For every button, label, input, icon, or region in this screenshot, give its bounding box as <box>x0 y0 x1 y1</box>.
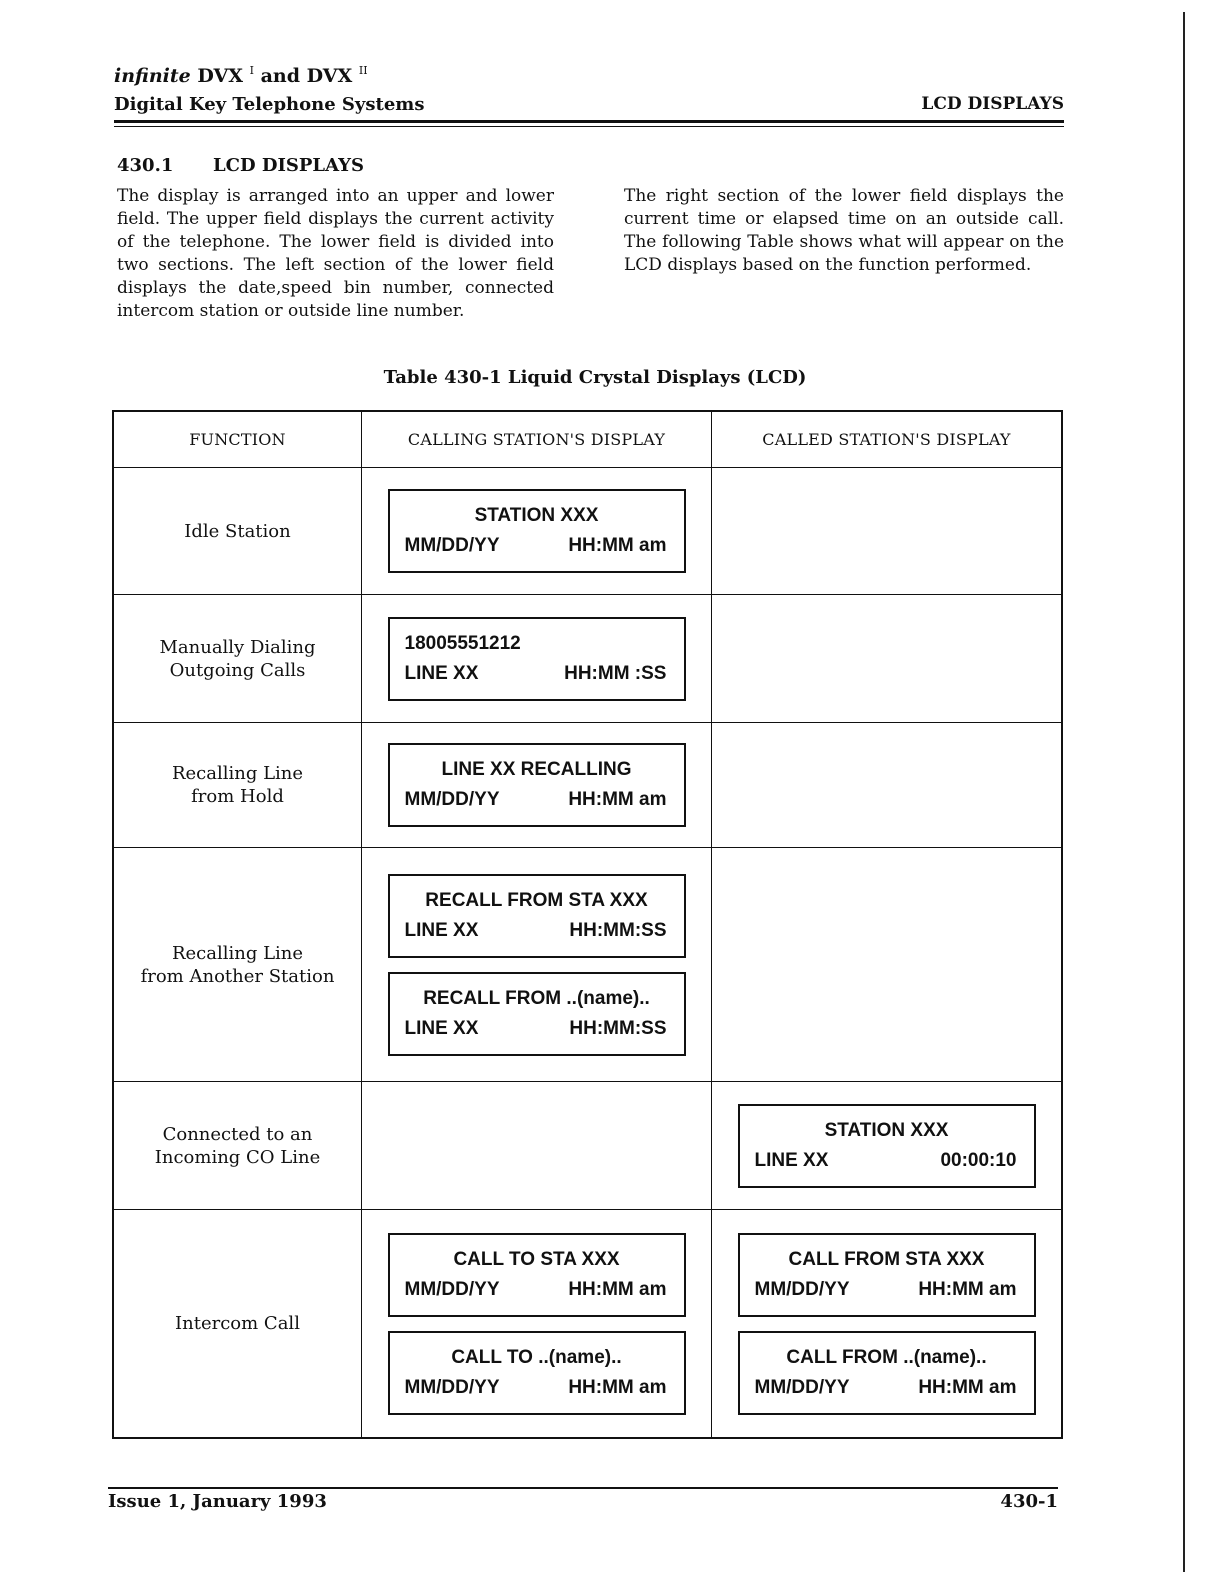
header-called: CALLED STATION'S DISPLAY <box>711 412 1061 467</box>
table-row <box>114 594 1061 722</box>
called-cell <box>711 1082 1061 1209</box>
section-title: LCD DISPLAYS <box>213 155 364 176</box>
lcd-display: CALL TO STA XXX MM/DD/YY HH:MM am <box>388 1233 686 1317</box>
function-cell: Manually Dialing Outgoing Calls <box>159 636 316 681</box>
lcd-display: CALL TO ..(name).. MM/DD/YY HH:MM am <box>388 1331 686 1415</box>
table-row <box>114 722 1061 847</box>
intro-paragraph-left: The display is arranged into an upper and lower field. The upper field displays the current activity of the telephone. The lower field is divided into two sections. The left section of the lower field displays the date,speed bin number, connected intercom station or outside line number. <box>117 186 554 321</box>
header-calling: CALLING STATION'S DISPLAY <box>361 412 711 467</box>
function-cell: Intercom Call <box>175 1313 300 1334</box>
lcd-display: CALL FROM STA XXX MM/DD/YY HH:MM am <box>738 1233 1036 1317</box>
intro-paragraph-right: The right section of the lower field displays the current time or elapsed time on an outside call. The following Table shows what will appear on the LCD displays based on the function performed. <box>624 186 1064 275</box>
header-rule <box>114 120 1064 123</box>
function-cell: Recalling Line from Another Station <box>140 942 335 987</box>
table-row <box>114 1081 1061 1209</box>
lcd-display: RECALL FROM ..(name).. LINE XX HH:MM:SS <box>388 972 686 1056</box>
calling-cell <box>361 723 711 847</box>
lcd-display: RECALL FROM STA XXX LINE XX HH:MM:SS <box>388 874 686 958</box>
calling-cell <box>361 468 711 594</box>
calling-cell <box>361 1210 711 1437</box>
lcd-display: CALL FROM ..(name).. MM/DD/YY HH:MM am <box>738 1331 1036 1415</box>
called-cell <box>711 468 1061 594</box>
called-cell <box>711 595 1061 722</box>
footer-issue: Issue 1, January 1993 <box>108 1491 327 1512</box>
header-rule-thin <box>114 126 1064 127</box>
calling-cell <box>361 595 711 722</box>
lcd-display: STATION XXX LINE XX 00:00:10 <box>738 1104 1036 1188</box>
lcd-display: 18005551212 LINE XX HH:MM :SS <box>388 617 686 701</box>
lcd-display: LINE XX RECALLING MM/DD/YY HH:MM am <box>388 743 686 827</box>
function-cell: Idle Station <box>184 520 291 542</box>
section-heading <box>117 155 364 176</box>
lcd-table <box>112 410 1063 1439</box>
function-cell: Connected to an Incoming CO Line <box>154 1123 321 1168</box>
section-number: 430.1 <box>117 155 174 176</box>
calling-cell <box>361 848 711 1081</box>
table-row <box>114 1209 1061 1437</box>
table-caption: Table 430-1 Liquid Crystal Displays (LCD) <box>383 367 807 388</box>
page-edge-line <box>1183 12 1185 1572</box>
product-title: infinite DVX $^I$ and DVX $^{II}$ <box>114 64 368 87</box>
table-header-row <box>114 412 1061 467</box>
header-function: FUNCTION <box>189 430 286 449</box>
table-row <box>114 847 1061 1081</box>
table-row <box>114 467 1061 594</box>
calling-cell <box>361 1082 711 1209</box>
header-section-label: LCD DISPLAYS <box>921 94 1064 114</box>
footer-rule <box>108 1487 1058 1489</box>
called-cell <box>711 723 1061 847</box>
called-cell <box>711 1210 1061 1437</box>
lcd-display: STATION XXX MM/DD/YY HH:MM am <box>388 489 686 573</box>
footer-page-number: 430-1 <box>1000 1491 1058 1512</box>
function-cell: Recalling Line from Hold <box>171 763 304 807</box>
system-title: Digital Key Telephone Systems <box>114 94 425 115</box>
called-cell <box>711 848 1061 1081</box>
